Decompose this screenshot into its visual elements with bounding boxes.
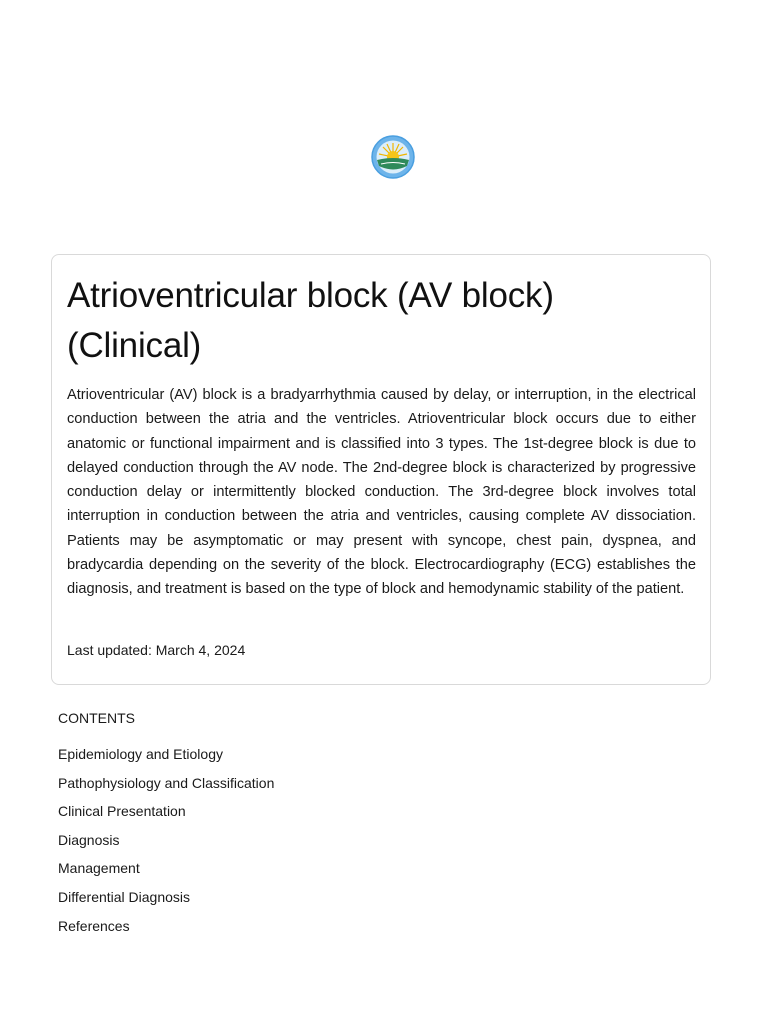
article-title: Atrioventricular block (AV block) (Clinical) [67,276,554,365]
article-summary: Atrioventricular (AV) block is a bradyarrhythmia caused by delay, or interruption, in the electrical conduction between the atria and the ventricles. Atrioventricular block occurs due to either anatomic or functional impairment and is classified into 3 types. The 1st-degree block is due to delayed conduction through the AV node. The 2nd-degree block is characterized by progressive conduction delay or intermittently blocked conduction. The 3rd-degree block involves total interruption in conduction between the atria and ventricles, causing complete AV dissociation. Patients may be asymptomatic or may present with syncope, chest pain, dyspnea, and bradycardia depending on the severity of the block. Electrocardiography (ECG) establishes the diagnosis, and treatment is based on the type of block and hemodynamic stability of the patient. [67,387,696,598]
table-of-contents [58,744,274,944]
article-summary-card [51,254,711,685]
toc-item-pathophysiology-and-classification[interactable]: Pathophysiology and Classification [58,774,275,791]
toc-item-diagnosis[interactable]: Diagnosis [58,831,120,848]
toc-item-references[interactable]: References [58,917,130,934]
toc-item-epidemiology-and-etiology[interactable]: Epidemiology and Etiology [58,746,223,762]
toc-item-management[interactable]: Management [58,860,140,877]
logo-emblem-icon [371,135,415,179]
toc-item-clinical-presentation[interactable]: Clinical Presentation [58,803,186,820]
site-logo[interactable] [371,135,415,179]
toc-item-differential-diagnosis[interactable]: Differential Diagnosis [58,888,191,905]
contents-heading: CONTENTS [58,710,135,726]
last-updated-text: Last updated: March 4, 2024 [67,642,246,658]
